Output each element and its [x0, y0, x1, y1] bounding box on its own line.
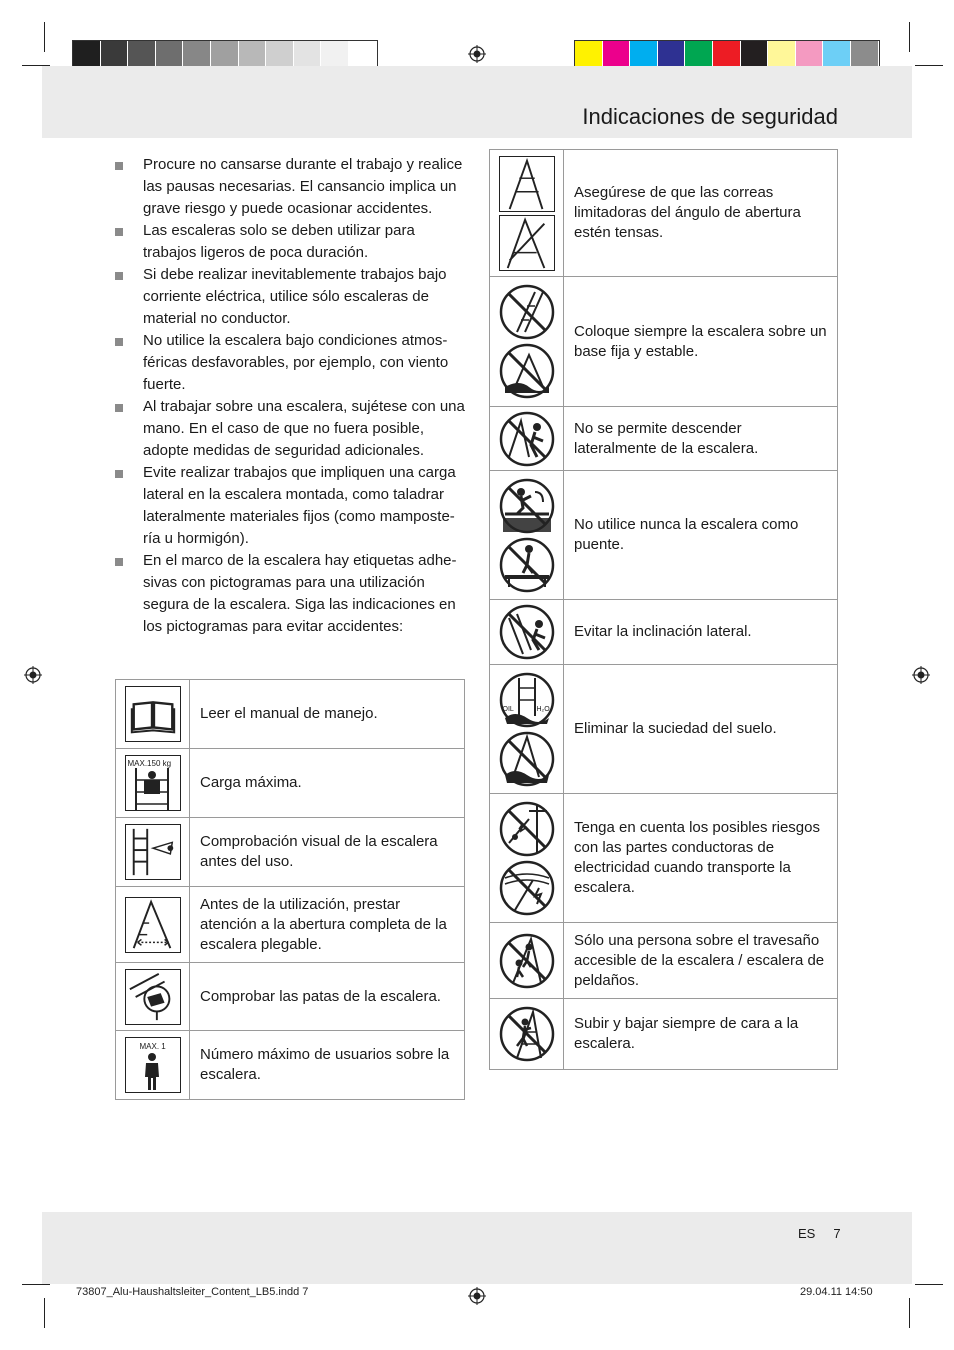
list-item: Si debe realizar inevitablemente trabajos bajo corriente eléctrica, utilice sólo escaleras de material no conductor.: [113, 264, 469, 330]
gray-swatch: [321, 41, 349, 69]
pictogram-text: Evitar la inclinación lateral.: [564, 600, 838, 665]
pictogram-table-right: [489, 149, 838, 1070]
color-swatch: [768, 41, 796, 69]
table-row: [490, 407, 838, 471]
no-side-lean-icon: [499, 604, 555, 660]
manual-book-icon: [125, 686, 181, 742]
dirty-floor-icon: OIL H₂O: [499, 672, 555, 728]
no-power-lines-icon: [499, 860, 555, 916]
pictogram-text: Subir y bajar siempre de cara a la escalera.: [564, 999, 838, 1070]
gray-swatch: [128, 41, 156, 69]
pictogram-text: Sólo una persona sobre el travesaño accesible de la escalera / escalera de peldaños.: [564, 923, 838, 999]
table-row: [116, 749, 465, 818]
no-side-descent-icon: [499, 411, 555, 467]
page-number: ES 7: [798, 1226, 841, 1241]
ladder-strap-icon: [499, 156, 555, 212]
list-item: Al trabajar sobre una escalera, sujétese con una mano. En el caso de que no fuera posible, adopte medidas de seguridad adicionales.: [113, 396, 469, 462]
table-row: [490, 277, 838, 407]
pictogram-text: Comprobar las patas de la escalera.: [190, 963, 465, 1031]
color-swatch: [713, 41, 741, 69]
gray-swatch: [349, 41, 377, 69]
pictogram-text: Número máximo de usuarios sobre la escalera.: [190, 1031, 465, 1100]
footer-band: [42, 1212, 912, 1284]
page-title: Indicaciones de seguridad: [582, 104, 838, 129]
gray-swatch: [183, 41, 211, 69]
no-soft-ground-icon: [499, 343, 555, 399]
face-ladder-icon: [499, 1006, 555, 1062]
table-row: [490, 794, 838, 923]
max-users-icon: MAX. 1: [125, 1037, 181, 1093]
table-row: [116, 963, 465, 1031]
ladder-opening-icon: [125, 897, 181, 953]
ladder-feet-icon: [125, 969, 181, 1025]
safety-bullet-list: [113, 154, 469, 638]
gray-swatch: [156, 41, 184, 69]
ladder-strap-open-icon: [499, 215, 555, 271]
pictogram-text: Leer el manual de manejo.: [190, 680, 465, 749]
pictogram-text: Antes de la utilización, prestar atención a la abertura completa de la escalera plegable.: [190, 887, 465, 963]
gray-swatch: [266, 41, 294, 69]
registration-mark-icon: [24, 666, 42, 684]
color-swatch: [851, 41, 879, 69]
registration-mark-icon: [468, 45, 486, 63]
list-item: Procure no cansarse durante el trabajo y realice las pausas necesarias. El cansancio implica un grave riesgo y puede ocasionar accidentes.: [113, 154, 469, 220]
pictogram-text: Tenga en cuenta los posibles riesgos con las partes conductoras de electricidad cuando transporte la escalera.: [564, 794, 838, 923]
list-item: Las escaleras solo se deben utilizar para trabajos ligeros de poca duración.: [113, 220, 469, 264]
registration-mark-icon: [468, 1287, 486, 1305]
list-item: En el marco de la escalera hay etiquetas adhe-sivas con pictogramas para una utilización segura de la escalera. Siga las indicaciones en los pictogramas para evitar accidentes:: [113, 550, 469, 638]
list-item: No utilice la escalera bajo condiciones atmos-féricas desfavorables, por ejemplo, con viento fuerte.: [113, 330, 469, 396]
table-row: [490, 471, 838, 600]
table-row: [490, 665, 838, 794]
color-swatch: [741, 41, 769, 69]
gray-swatch: [101, 41, 129, 69]
gray-swatch: [211, 41, 239, 69]
gray-swatch: [73, 41, 101, 69]
list-item: Evite realizar trabajos que impliquen una carga lateral en la escalera montada, como taladrar lateralmente materiales fijos (como mamposte-ría u hormigón).: [113, 462, 469, 550]
pictogram-text: Asegúrese de que las correas limitadoras del ángulo de abertura estén tensas.: [564, 150, 838, 277]
pictogram-text: Eliminar la suciedad del suelo.: [564, 665, 838, 794]
color-swatch: [603, 41, 631, 69]
pictogram-text: Coloque siempre la escalera sobre un base fija y estable.: [564, 277, 838, 407]
color-swatch: [630, 41, 658, 69]
table-row: [116, 887, 465, 963]
color-swatch: [823, 41, 851, 69]
color-swatch: [658, 41, 686, 69]
file-slug: 73807_Alu-Haushaltsleiter_Content_LB5.indd 7: [76, 1286, 309, 1298]
table-row: [490, 150, 838, 277]
registration-mark-icon: [912, 666, 930, 684]
no-walk-bridge-icon: [499, 537, 555, 593]
table-row: [116, 680, 465, 749]
color-swatch: [575, 41, 603, 69]
pictogram-text: Comprobación visual de la escalera antes del uso.: [190, 818, 465, 887]
table-row: [490, 600, 838, 665]
color-swatch: [685, 41, 713, 69]
table-row: [116, 818, 465, 887]
no-dirty-floor-icon: [499, 731, 555, 787]
no-unstable-base-icon: [499, 284, 555, 340]
table-row: [490, 923, 838, 999]
electric-hazard-icon: [499, 801, 555, 857]
pictogram-table-left: [115, 679, 465, 1100]
max-load-icon: MAX.150 kg: [125, 755, 181, 811]
print-date: 29.04.11 14:50: [800, 1286, 873, 1298]
pictogram-text: No se permite descender lateralmente de la escalera.: [564, 407, 838, 471]
pictogram-text: Carga máxima.: [190, 749, 465, 818]
gray-swatch: [294, 41, 322, 69]
visual-inspection-icon: [125, 824, 181, 880]
gray-swatch: [239, 41, 267, 69]
pictogram-text: No utilice nunca la escalera como puente.: [564, 471, 838, 600]
color-swatch: [796, 41, 824, 69]
table-row: [116, 1031, 465, 1100]
no-bridge-icon: [499, 478, 555, 534]
one-person-only-icon: [499, 933, 555, 989]
table-row: [490, 999, 838, 1070]
